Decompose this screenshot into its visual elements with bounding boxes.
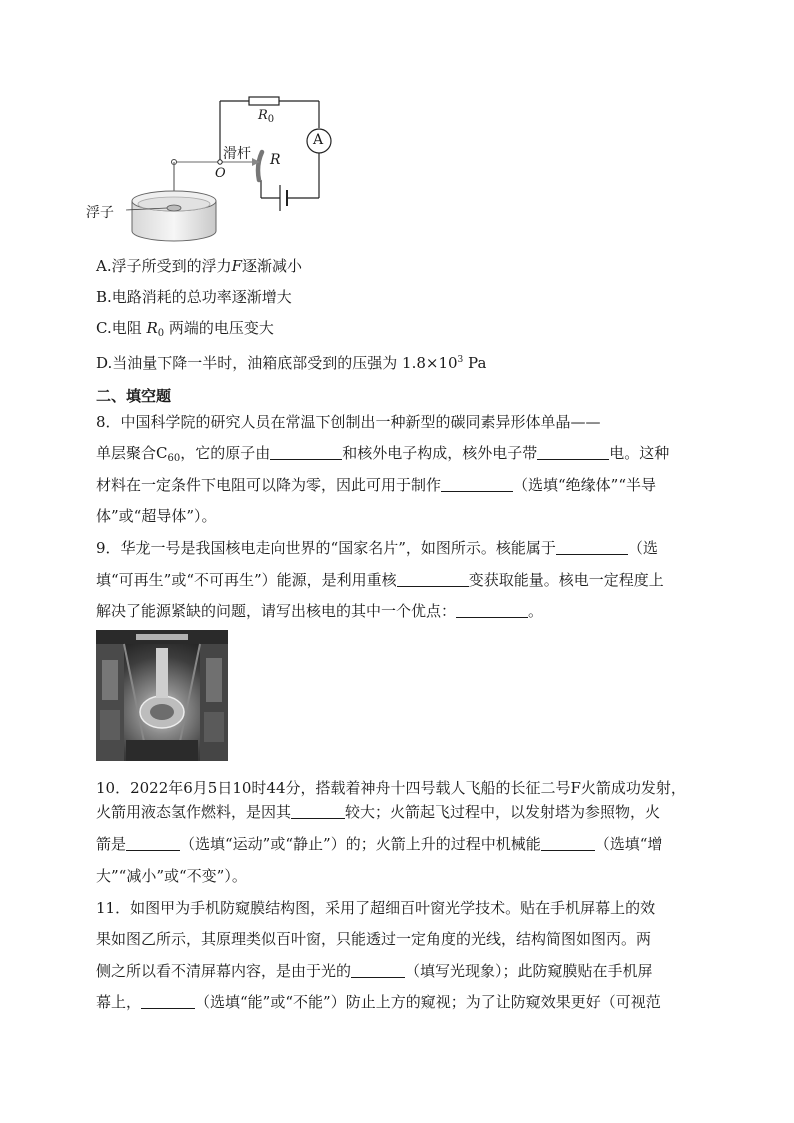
option-d: D.当油量下降一半时，油箱底部受到的压强为 $1.8\times 10^3$ Pa [96, 354, 487, 372]
q10-line-3: 箭是 （选填“运动”或“静止”）的；火箭上升的过程中机械能 （选填“增 [96, 835, 663, 853]
q11-blank-1[interactable] [351, 962, 405, 978]
q11-line-3: 侧之所以看不清屏幕内容，是由于光的 （填写光现象）；此防窥膜贴在手机屏 [96, 962, 653, 980]
q9-line-1: 9．华龙一号是我国核电走向世界的“国家名片”，如图所示。核能属于 （选 [96, 539, 658, 557]
option-b: B.电路消耗的总功率逐渐增大 [96, 288, 292, 306]
pivot-o [218, 160, 222, 164]
q11-blank-2[interactable] [141, 993, 195, 1009]
q8-line-4: 体”或“超导体”）。 [96, 507, 217, 525]
q8-line-2: 单层聚合$C_{60}$，它的原子由 和核外电子构成，核外电子带 电。这种 [96, 444, 670, 464]
q9-blank-1[interactable] [556, 539, 628, 555]
float-label: 浮子 [86, 205, 114, 221]
section-title: 二、填空题 [96, 387, 172, 405]
option-a: A.浮子所受到的浮力F逐渐减小 [96, 257, 303, 275]
q9-blank-2[interactable] [397, 571, 469, 587]
reactor-photo [96, 630, 228, 761]
r-label: R [270, 152, 281, 168]
rod-label: 滑杆 [223, 146, 251, 162]
r-variable-resistor [258, 152, 262, 180]
r0-label: $R_0$ [258, 108, 275, 125]
q8-line-1: 8．中国科学院的研究人员在常温下创制出一种新型的碳同素异形体单晶—— [96, 413, 601, 431]
q9-blank-3[interactable] [456, 602, 528, 618]
q8-line-3: 材料在一定条件下电阻可以降为零，因此可用于制作 （选填“绝缘体”“半导 [96, 476, 657, 494]
q8-blank-3[interactable] [441, 476, 513, 492]
q11-line-2: 果如图乙所示，其原理类似百叶窗，只能透过一定角度的光线，结构简图如图丙。两 [96, 930, 652, 948]
q11-line-4: 幕上， （选填“能”或“不能”）防止上方的窥视；为了让防窥效果更好（可视范 [96, 993, 661, 1011]
q9-line-3: 解决了能源紧缺的问题，请写出核电的其中一个优点： 。 [96, 602, 544, 620]
q9-line-2: 填“可再生”或“不可再生”）能源，是利用重核 变获取能量。核电一定程度上 [96, 571, 664, 589]
circuit-figure [86, 88, 346, 248]
ammeter-label: A [313, 132, 324, 148]
q8-blank-2[interactable] [537, 444, 609, 460]
o-label: O [215, 166, 226, 181]
q10-blank-1[interactable] [291, 803, 345, 819]
q10-line-4: 大”“减小”或“不变”）。 [96, 867, 247, 885]
option-c: C.电阻 $R_0$ 两端的电压变大 [96, 319, 274, 339]
q8-blank-1[interactable] [270, 444, 342, 460]
q11-line-1: 11．如图甲为手机防窥膜结构图，采用了超细百叶窗光学技术。贴在手机屏幕上的效 [96, 899, 656, 917]
float [167, 205, 181, 211]
r0-resistor [249, 97, 279, 105]
q10-line-2: 火箭用液态氢作燃料，是因其 较大；火箭起飞过程中，以发射塔为参照物，火 [96, 803, 661, 821]
q10-line-1: 10．2022年6月5日10时44分，搭载着神舟十四号载人飞船的长征二号F火箭成功发射， [96, 779, 686, 797]
q10-blank-3[interactable] [541, 835, 595, 851]
q10-blank-2[interactable] [126, 835, 180, 851]
